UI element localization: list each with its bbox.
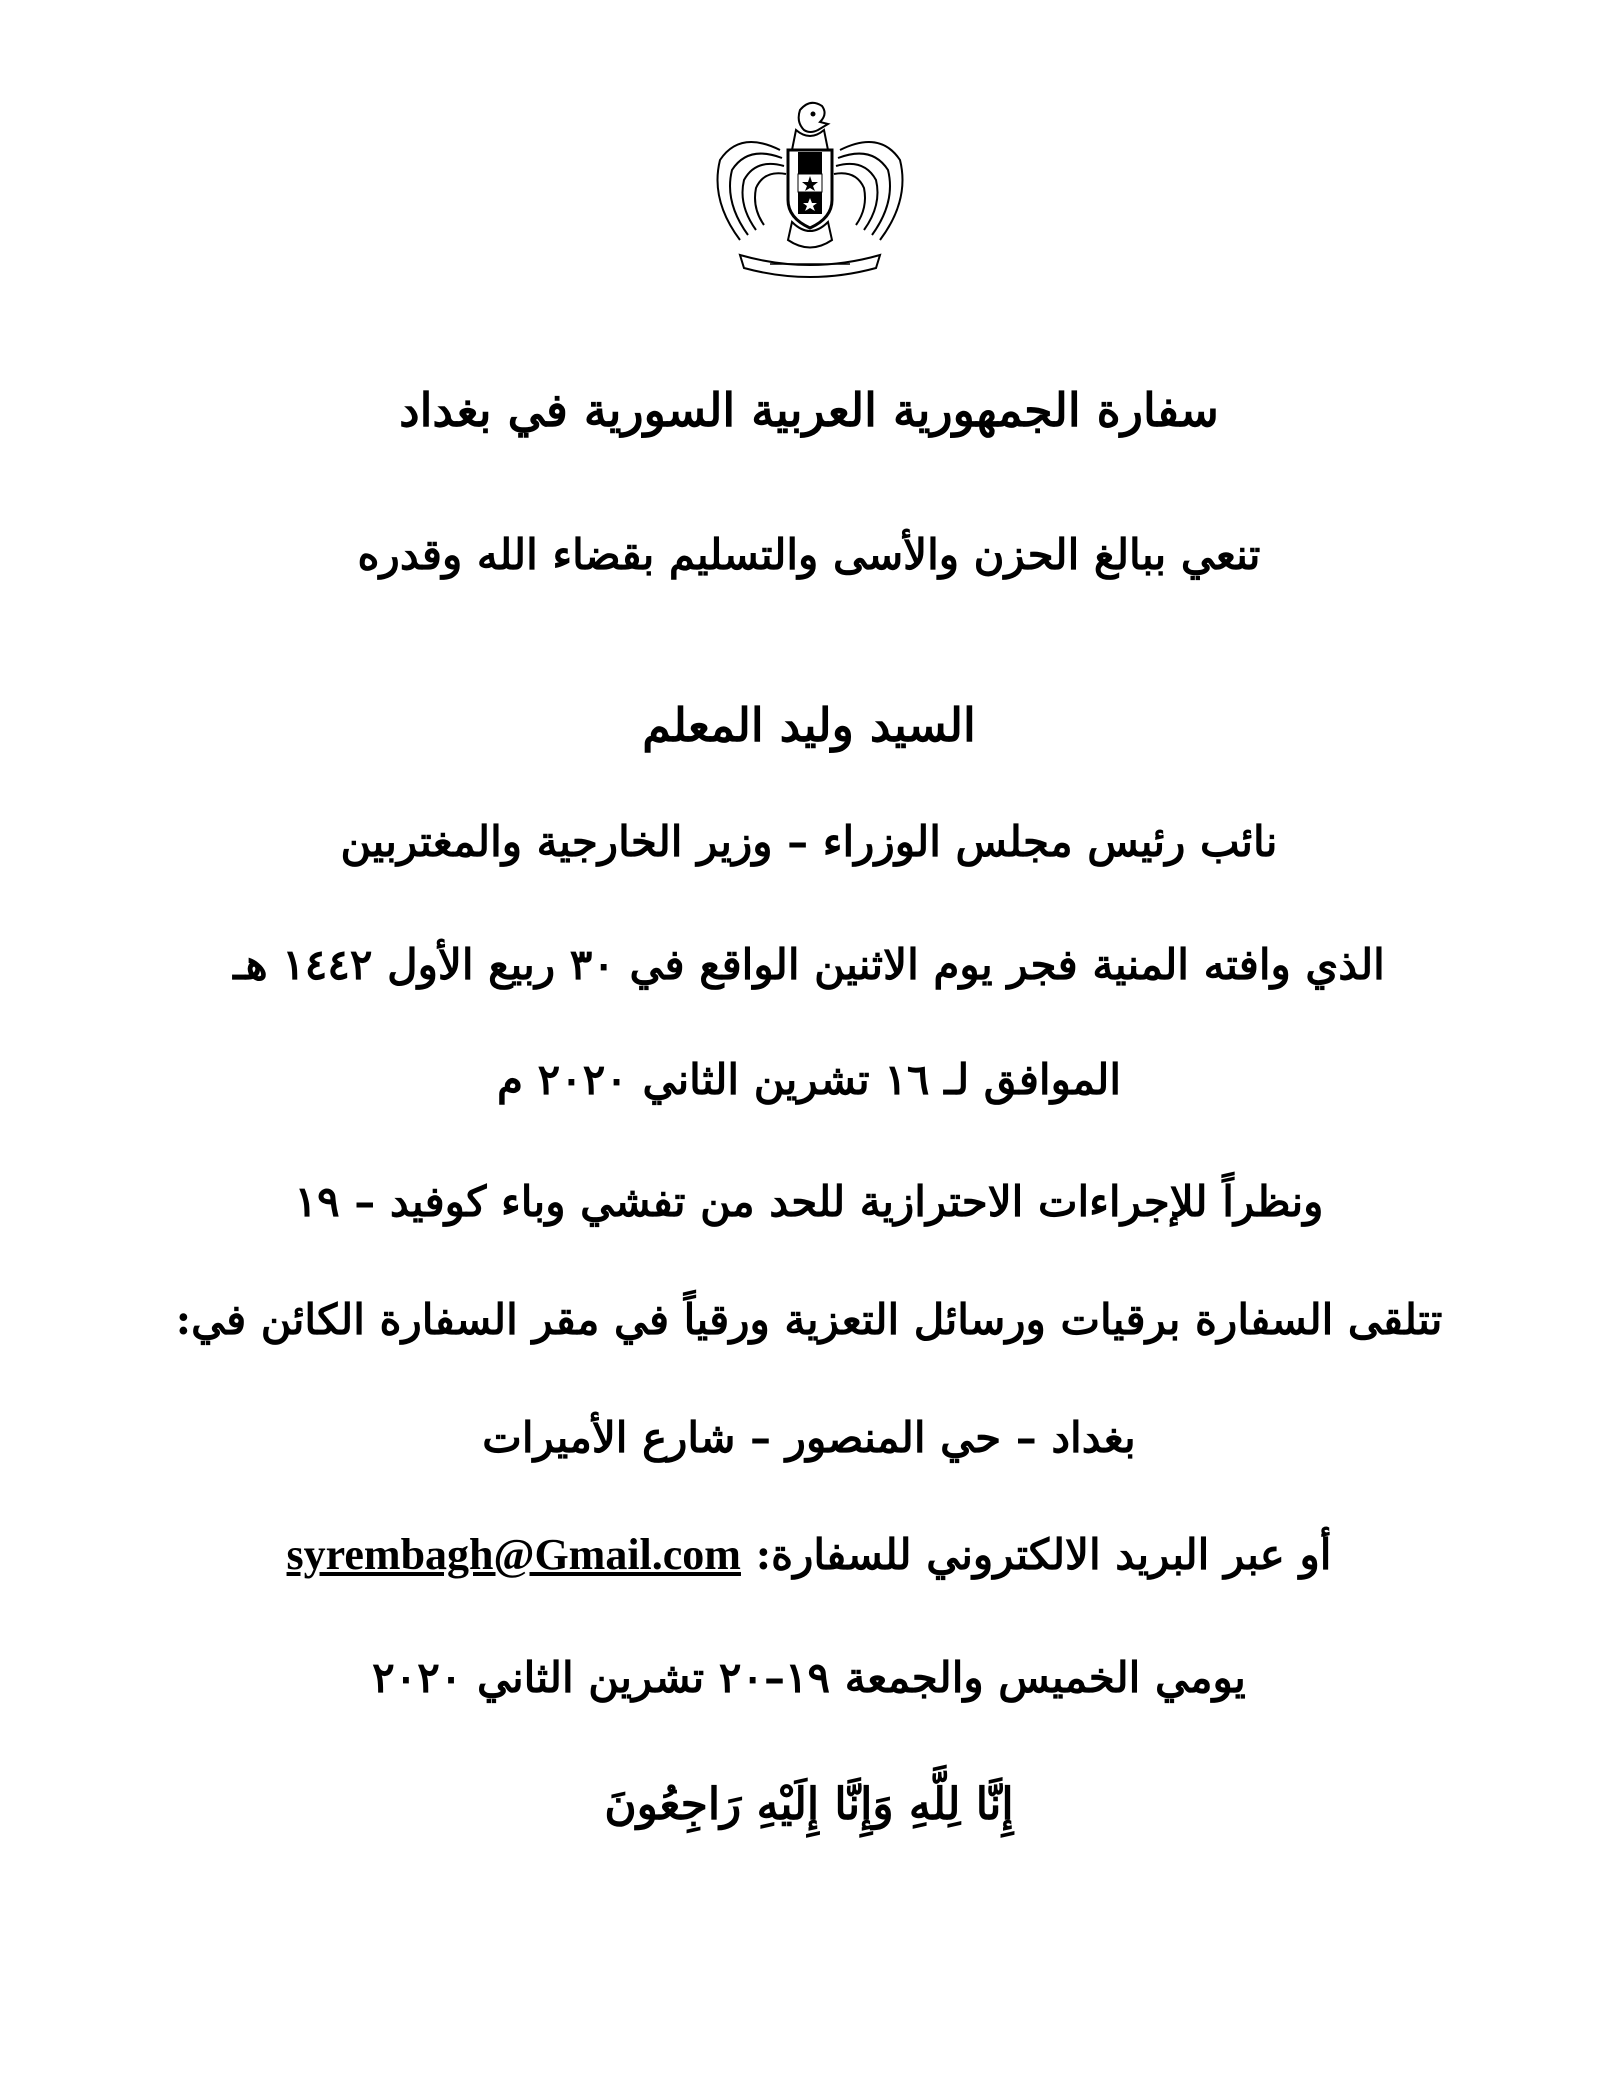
covid-measures: ونظراً للإجراءات الاحترازية للحد من تفشي وباء كوفيد – ١٩ — [294, 1177, 1324, 1226]
condolence-days: يومي الخميس والجمعة ١٩–٢٠ تشرين الثاني ٢٠٢٠ — [372, 1653, 1246, 1702]
death-date-gregorian: الموافق لـ ١٦ تشرين الثاني ٢٠٢٠ م — [496, 1055, 1122, 1104]
syrian-eagle-emblem-icon — [700, 90, 920, 280]
death-date-hijri: الذي وافته المنية فجر يوم الاثنين الواقع في ٣٠ ربيع الأول ١٤٤٢ هـ — [233, 940, 1385, 989]
deceased-position: نائب رئيس مجلس الوزراء – وزير الخارجية والمغتربين — [340, 817, 1278, 866]
condolence-intro: تنعي ببالغ الحزن والأسى والتسليم بقضاء الله وقدره — [357, 530, 1261, 579]
email-prefix: أو عبر البريد الالكتروني للسفارة: — [755, 1530, 1332, 1579]
email-line — [0, 1525, 1618, 1585]
embassy-email-link[interactable]: syrembagh@Gmail.com — [286, 1530, 741, 1579]
deceased-name: السيد وليد المعلم — [642, 698, 976, 752]
embassy-address: بغداد – حي المنصور – شارع الأميرات — [482, 1413, 1136, 1462]
telegrams-notice: تتلقى السفارة برقيات ورسائل التعزية ورقياً في مقر السفارة الكائن في: — [175, 1295, 1443, 1344]
quran-verse: إِنَّا لِلَّهِ وَإِنَّا إِلَيْهِ رَاجِعُونَ — [604, 1779, 1014, 1830]
embassy-title: سفارة الجمهورية العربية السورية في بغداد — [399, 383, 1219, 437]
